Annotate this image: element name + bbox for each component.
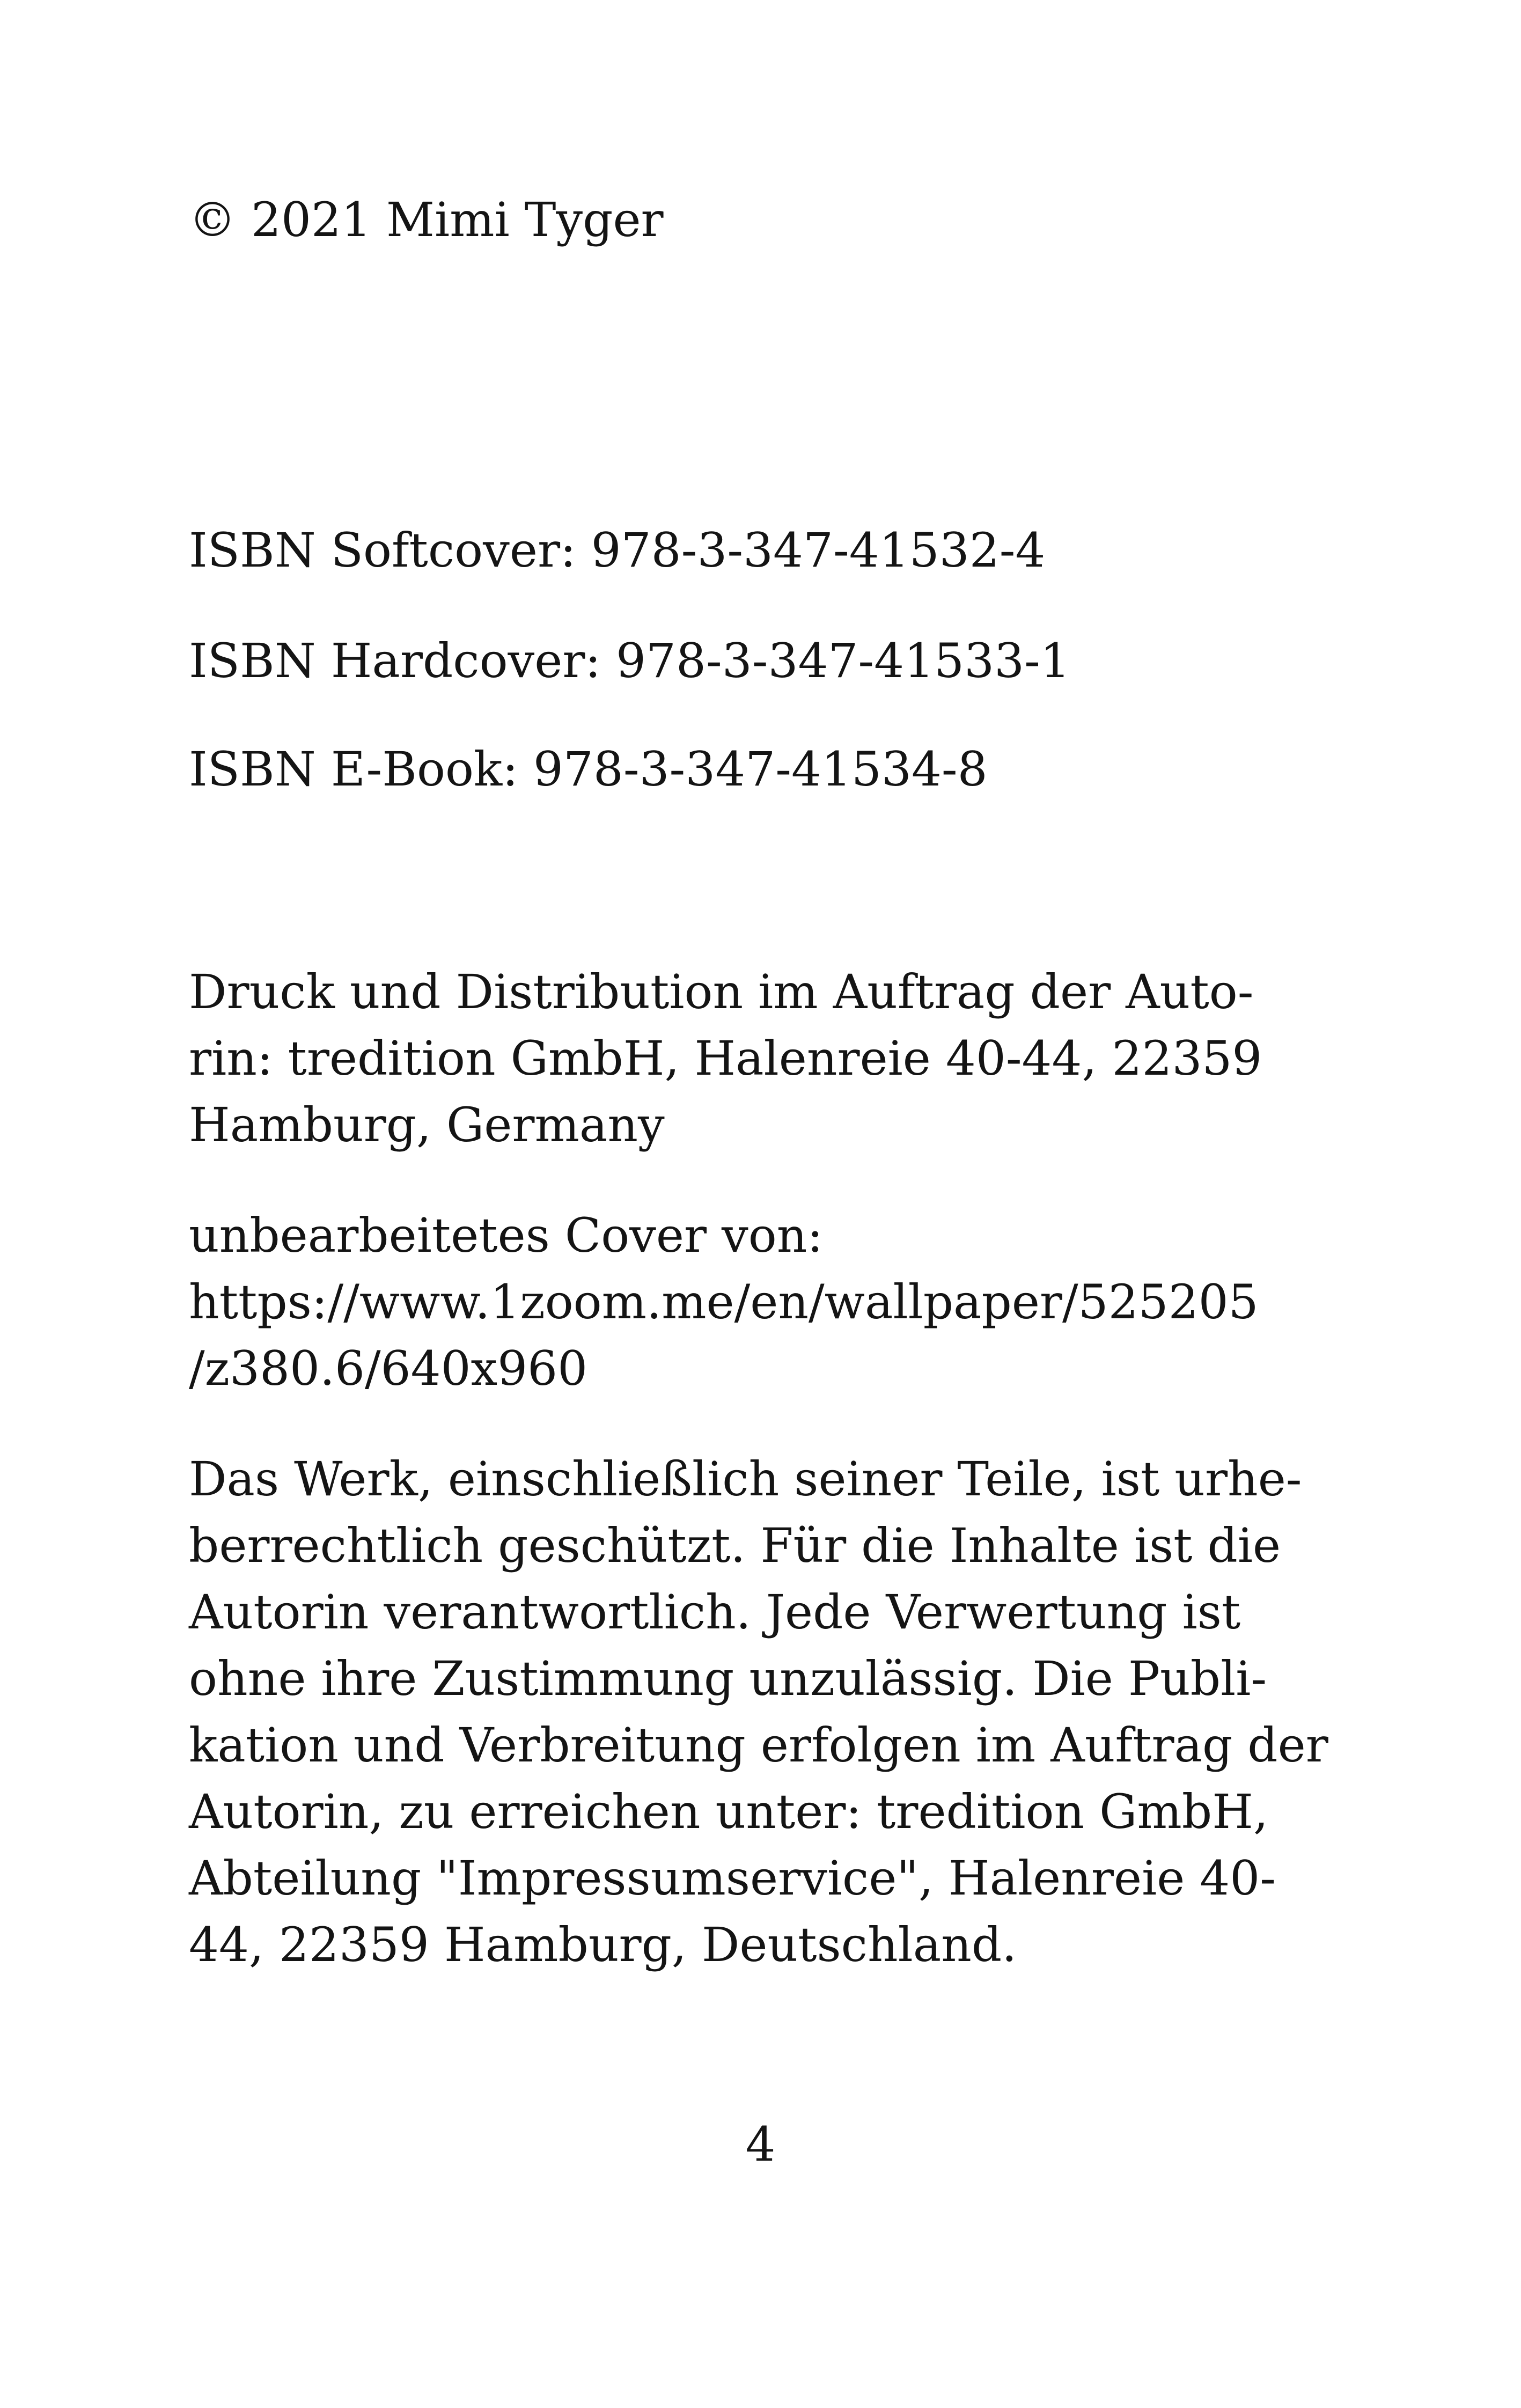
- page-number: 4: [745, 2117, 776, 2172]
- cover-credit-url: /z380.6/640x960: [189, 1341, 588, 1396]
- isbn-hardcover: ISBN Hardcover: 978-3-347-41533-1: [189, 633, 1070, 688]
- legal-notice-line: kation und Verbreitung erfolgen im Auftrag der: [189, 1717, 1328, 1773]
- print-distribution-line: Druck und Distribution im Auftrag der Auto-: [189, 964, 1254, 1019]
- isbn-softcover: ISBN Softcover: 978-3-347-41532-4: [189, 523, 1046, 578]
- legal-notice-line: Autorin, zu erreichen unter: tredition GmbH,: [189, 1784, 1268, 1839]
- legal-notice-line: Abteilung "Impressumservice", Halenreie 40-: [189, 1851, 1276, 1906]
- legal-notice-line: Das Werk, einschließlich seiner Teile, ist urhe-: [189, 1451, 1302, 1507]
- legal-notice-line: berrechtlich geschützt. Für die Inhalte ist die: [189, 1518, 1281, 1573]
- isbn-ebook: ISBN E-Book: 978-3-347-41534-8: [189, 742, 988, 797]
- print-distribution-line: rin: tredition GmbH, Halenreie 40-44, 22359: [189, 1031, 1262, 1086]
- copyright-notice: © 2021 Mimi Tyger: [189, 192, 664, 247]
- cover-credit-line: unbearbeitetes Cover von:: [189, 1208, 824, 1263]
- legal-notice-line: Autorin verantwortlich. Jede Verwertung ist: [189, 1584, 1241, 1640]
- cover-credit-url: https://www.1zoom.me/en/wallpaper/525205: [189, 1274, 1259, 1330]
- legal-notice-line: 44, 22359 Hamburg, Deutschland.: [189, 1917, 1017, 1972]
- print-distribution-line: Hamburg, Germany: [189, 1097, 665, 1152]
- legal-notice-line: ohne ihre Zustimmung unzulässig. Die Publi-: [189, 1651, 1267, 1706]
